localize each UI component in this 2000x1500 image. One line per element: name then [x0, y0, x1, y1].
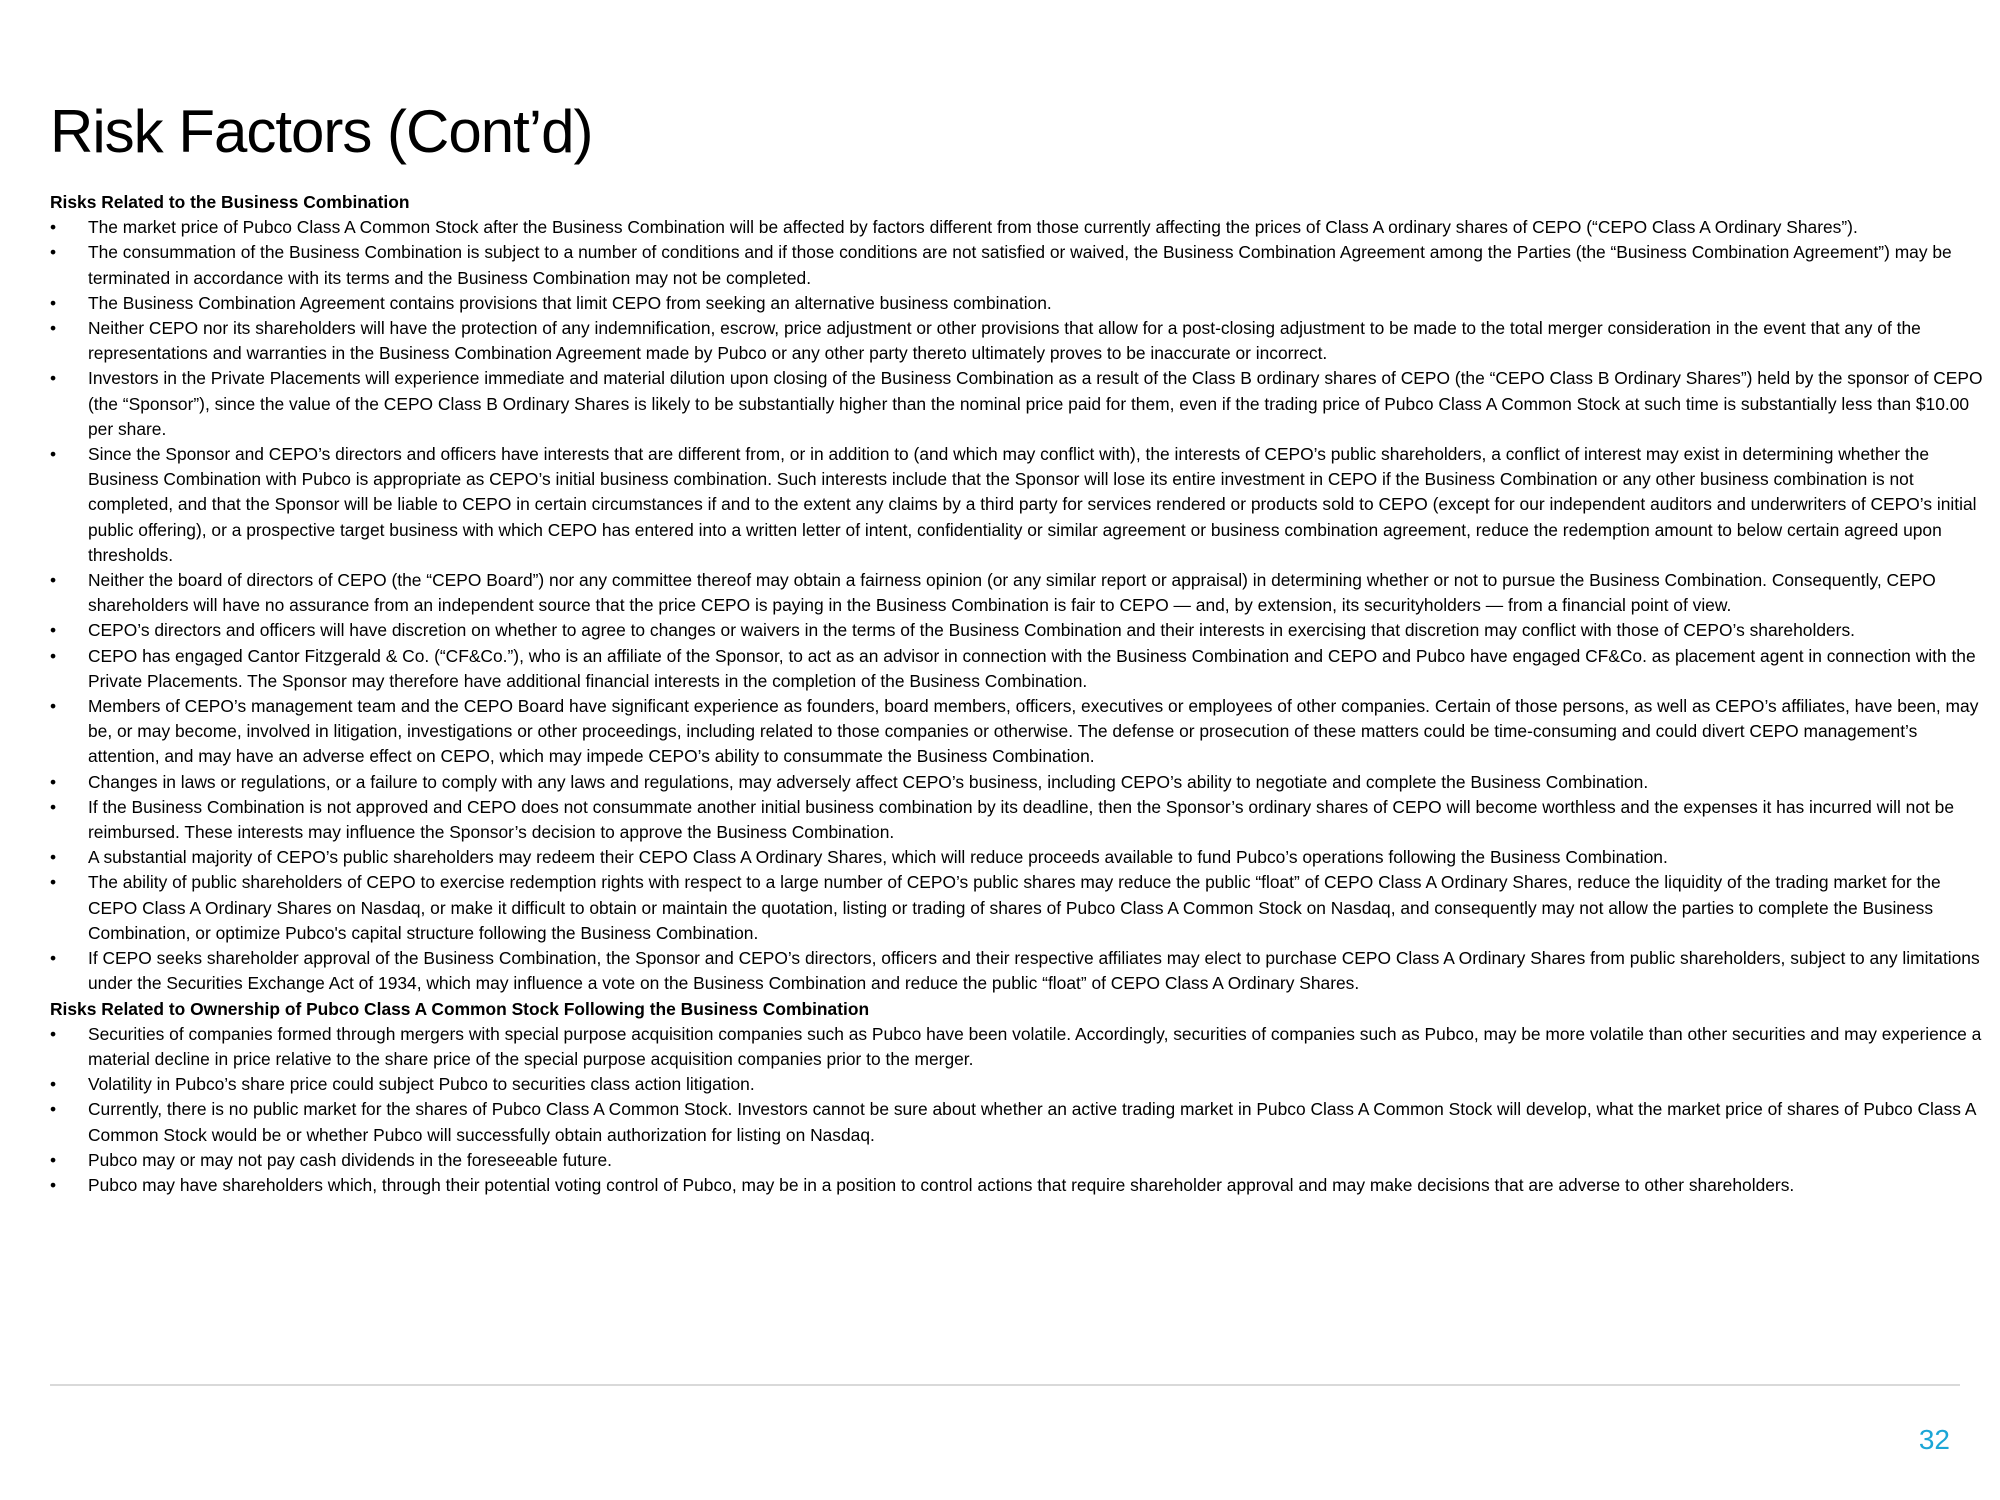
bullet-icon: •	[50, 847, 57, 868]
risk-item	[50, 240, 1985, 290]
risk-item	[50, 1022, 1985, 1072]
bullet-icon: •	[50, 796, 57, 817]
bullet-icon: •	[50, 771, 57, 792]
bullet-icon: •	[50, 1023, 57, 1044]
risk-item-text: A substantial majority of CEPO’s public shareholders may redeem their CEPO Class A Ordinary Shares, which will reduce proceeds available to fund Pubco’s operations following the Business Combination.	[88, 847, 1668, 868]
risk-item	[50, 870, 1985, 946]
bullet-icon: •	[50, 1149, 57, 1170]
bullet-icon: •	[50, 948, 57, 969]
bullet-icon: •	[50, 620, 57, 641]
risk-item-text: The Business Combination Agreement contains provisions that limit CEPO from seeking an alternative business combination.	[88, 292, 1052, 313]
risk-item	[50, 1072, 1985, 1097]
risk-item-text: Investors in the Private Placements will experience immediate and material dilution upon closing of the Business Combination as a result of the Class B ordinary shares of CEPO (the “CEPO Class B Ordinary Shares”) held by the sponsor of CEPO (the “Sponsor”), since the value of the CEPO Class B Ordinary Shares is likely to be substantially higher than the nominal price paid for them, even if the trading price of Pubco Class A Common Stock at such time is substantially less than $10.00 per share.	[88, 368, 1983, 439]
page-number: 32	[1918, 1424, 1950, 1455]
risk-item-text: The ability of public shareholders of CEPO to exercise redemption rights with respect to a large number of CEPO’s public shares may reduce the public “float” of CEPO Class A Ordinary Shares, reduce the liquidity of the trading market for the CEPO Class A Ordinary Shares on Nasdaq, or make it difficult to obtain or maintain the quotation, listing or trading of shares of Pubco Class A Common Stock on Nasdaq, and consequently may not allow the parties to complete the Business Combination, or optimize Pubco's capital structure following the Business Combination.	[88, 872, 1941, 943]
bullet-icon: •	[50, 1174, 57, 1195]
risk-item	[50, 215, 1985, 240]
bullet-icon: •	[50, 217, 57, 238]
risk-item	[50, 316, 1985, 366]
bullet-icon: •	[50, 444, 57, 465]
risk-item	[50, 291, 1985, 316]
risk-item	[50, 1097, 1985, 1147]
risk-item-text: Pubco may have shareholders which, through their potential voting control of Pubco, may be in a position to control actions that require shareholder approval and may make decisions that are adverse to other shareholders.	[88, 1174, 1795, 1195]
bullet-icon: •	[50, 1099, 57, 1120]
risk-item-text: Pubco may or may not pay cash dividends in the foreseeable future.	[88, 1149, 612, 1170]
bullet-icon: •	[50, 696, 57, 717]
section-heading-business-combination: Risks Related to the Business Combination	[50, 192, 410, 212]
bullet-icon: •	[50, 872, 57, 893]
risk-item-text: Securities of companies formed through mergers with special purpose acquisition companies such as Pubco have been volatile. Accordingly, securities of companies such as Pubco, may be more volatile than other securities and may experience a material decline in price relative to the share price of the special purpose acquisition companies prior to the merger.	[88, 1023, 1982, 1069]
risk-item	[50, 366, 1985, 442]
page-title: Risk Factors (Cont’d)	[50, 98, 593, 165]
bullet-icon: •	[50, 368, 57, 389]
risk-item-text: The market price of Pubco Class A Common Stock after the Business Combination will be affected by factors different from those currently affecting the prices of Class A ordinary shares of CEPO (“CEPO Class A Ordinary Shares”).	[88, 217, 1858, 238]
section-heading-ownership: Risks Related to Ownership of Pubco Class A Common Stock Following the Business Combination	[50, 998, 870, 1019]
bullet-icon: •	[50, 242, 57, 263]
risk-item-text: If CEPO seeks shareholder approval of the Business Combination, the Sponsor and CEPO’s directors, officers and their respective affiliates may elect to purchase CEPO Class A Ordinary Shares from public shareholders, subject to any limitations under the Securities Exchange Act of 1934, which may influence a vote on the Business Combination and reduce the public “float” of CEPO Class A Ordinary Shares.	[88, 948, 1980, 994]
risk-content	[50, 190, 1985, 1198]
risk-item	[50, 770, 1985, 795]
bullet-icon: •	[50, 318, 57, 339]
risk-item-text: Neither CEPO nor its shareholders will have the protection of any indemnification, escrow, price adjustment or other provisions that allow for a post-closing adjustment to be made to the total merger consideration in the event that any of the representations and warranties in the Business Combination Agreement made by Pubco or any other party thereto ultimately proves to be inaccurate or incorrect.	[88, 318, 1921, 364]
risk-item-text: CEPO has engaged Cantor Fitzgerald & Co. (“CF&Co.”), who is an affiliate of the Sponsor, to act as an advisor in connection with the Business Combination and CEPO and Pubco have engaged CF&Co. as placement agent in connection with the Private Placements. The Sponsor may therefore have additional financial interests in the completion of the Business Combination.	[88, 645, 1976, 691]
risk-item	[50, 694, 1985, 770]
risk-list-business-combination	[50, 215, 1985, 996]
risk-item-text: Volatility in Pubco’s share price could subject Pubco to securities class action litigation.	[88, 1074, 755, 1095]
risk-item-text: Currently, there is no public market for the shares of Pubco Class A Common Stock. Investors cannot be sure about whether an active trading market in Pubco Class A Common Stock will develop, what the market price of shares of Pubco Class A Common Stock would be or whether Pubco will successfully obtain authorization for listing on Nasdaq.	[88, 1099, 1976, 1145]
risk-item	[50, 1148, 1985, 1173]
risk-item-text: CEPO’s directors and officers will have discretion on whether to agree to changes or waivers in the terms of the Business Combination and their interests in exercising that discretion may conflict with those of CEPO’s shareholders.	[88, 620, 1855, 641]
bullet-icon: •	[50, 1074, 57, 1095]
footer-divider	[50, 1384, 1960, 1386]
bullet-icon: •	[50, 570, 57, 591]
risk-item	[50, 644, 1985, 694]
risk-item-text: Changes in laws or regulations, or a failure to comply with any laws and regulations, may adversely affect CEPO’s business, including CEPO’s ability to negotiate and complete the Business Combination.	[88, 771, 1649, 792]
risk-item	[50, 946, 1985, 996]
risk-item	[50, 1173, 1985, 1198]
risk-item	[50, 795, 1985, 845]
risk-item	[50, 442, 1985, 568]
risk-item-text: Neither the board of directors of CEPO (the “CEPO Board”) nor any committee thereof may obtain a fairness opinion (or any similar report or appraisal) in determining whether or not to pursue the Business Combination. Consequently, CEPO shareholders will have no assurance from an independent source that the price CEPO is paying in the Business Combination is fair to CEPO — and, by extension, its securityholders — from a financial point of view.	[88, 570, 1936, 616]
risk-list-ownership	[50, 1022, 1985, 1198]
risk-item	[50, 845, 1985, 870]
risk-item-text: If the Business Combination is not approved and CEPO does not consummate another initial business combination by its deadline, then the Sponsor’s ordinary shares of CEPO will become worthless and the expenses it has incurred will not be reimbursed. These interests may influence the Sponsor’s decision to approve the Business Combination.	[88, 796, 1955, 843]
risk-item-text: Since the Sponsor and CEPO’s directors and officers have interests that are different from, or in addition to (and which may conflict with), the interests of CEPO’s public shareholders, a conflict of interest may exist in determining whether the Business Combination with Pubco is appropriate as CEPO’s initial business combination. Such interests include that the Sponsor will lose its entire investment in CEPO if the Business Combination or any other business combination is not completed, and that the Sponsor will be liable to CEPO in certain circumstances if and to the extent any claims by a third party for services rendered or products sold to CEPO (except for our independent auditors and underwriters of CEPO’s initial public offering), or a prospective target business with which CEPO has entered into a written letter of intent, confidentiality or similar agreement or business combination agreement, reduce the redemption amount to below certain agreed upon thresholds.	[88, 444, 1977, 565]
bullet-icon: •	[50, 645, 57, 666]
bullet-icon: •	[50, 292, 57, 313]
risk-item-text: Members of CEPO’s management team and the CEPO Board have significant experience as founders, board members, officers, executives or employees of other companies. Certain of those persons, as well as CEPO’s affiliates, have been, may be, or may become, involved in litigation, investigations or other proceedings, including related to those companies or otherwise. The defense or prosecution of these matters could be time-consuming and could divert CEPO management’s attention, and may have an adverse effect on CEPO, which may impede CEPO’s ability to consummate the Business Combination.	[88, 696, 1979, 767]
risk-item-text: The consummation of the Business Combination is subject to a number of conditions and if those conditions are not satisfied or waived, the Business Combination Agreement among the Parties (the “Business Combination Agreement”) may be terminated in accordance with its terms and the Business Combination may not be completed.	[88, 242, 1952, 288]
risk-item	[50, 618, 1985, 643]
risk-item	[50, 568, 1985, 618]
